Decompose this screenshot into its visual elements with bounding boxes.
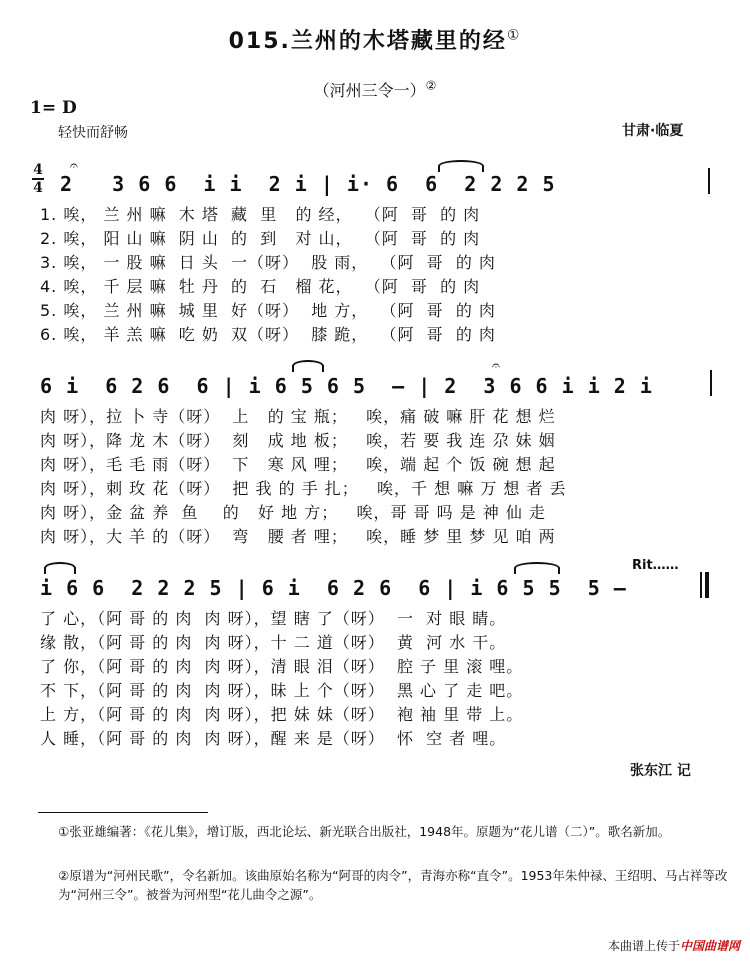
lyric-line: 4. 唉， 千 层 嘛 牡 丹 的 石 榴 花， （阿 哥 的 肉 [40,277,481,296]
lyric-line: 肉 呀），刺 玫 花（呀） 把 我 的 手 扎； 唉，千 想 嘛 万 想 者 丢 [40,479,567,498]
footnote-2: ②原谱为“河州民歌”，令名新加。该曲原始名称为“阿哥的肉令”，青海亦称“直令”。1953年朱仲禄、王绍明、马占祥等改为“河州三令”。被誉为河州型“花儿曲令之源”。 [58,868,728,902]
lyric-line: 3. 唉， 一 股 嘛 日 头 一（呀） 股 雨， （阿 哥 的 肉 [40,253,496,272]
final-barline-thin [700,572,702,598]
lyric-line: 2. 唉， 阳 山 嘛 阴 山 的 到 对 山， （阿 哥 的 肉 [40,229,481,248]
lyric-line: 肉 呀），大 羊 的（呀） 弯 腰 者 哩； 唉，睡 梦 里 梦 见 咱 两 [40,527,556,546]
lyric-line: 不 下，（阿 哥 的 肉 肉 呀），昧 上 个（呀） 黑 心 了 走 吧。 [40,681,524,700]
lyric-line: 肉 呀），毛 毛 雨（呀） 下 寒 风 哩； 唉，端 起 个 饭 碗 想 起 [40,455,556,474]
lyric-line: 肉 呀），金 盆 养 鱼 的 好 地 方； 唉，哥 哥 吗 是 神 仙 走 [40,503,546,522]
site-logo: 中国曲谱网 [679,939,740,953]
barline [708,168,710,194]
lyric-line: 肉 呀），降 龙 木（呀） 刻 成 地 板； 唉，若 要 我 连 尕 妹 姻 [40,431,556,450]
final-barline-thick [705,572,709,598]
lyric-line: 5. 唉， 兰 州 嘛 城 里 好（呀） 地 方， （阿 哥 的 肉 [40,301,496,320]
lyric-line: 上 方，（阿 哥 的 肉 肉 呀），把 妹 妹（呀） 袍 袖 里 带 上。 [40,705,524,724]
footnote-divider [38,812,208,813]
song-title: 015.兰州的木塔藏里的经① [228,27,522,54]
transcriber-credit: 张东江 记 [630,763,691,779]
slur-mark [438,160,484,172]
slur-mark [44,562,76,574]
lyric-line: 6. 唉， 羊 羔 嘛 吃 奶 双（呀） 膝 跪， （阿 哥 的 肉 [40,325,496,344]
watermark: 本曲谱上传于中国曲谱网 [607,939,740,953]
time-signature: 4 4 [33,162,43,196]
lyric-line: 肉 呀），拉 卜 寺（呀） 上 的 宝 瓶； 唉，痛 破 嘛 肝 花 想 烂 [40,407,556,426]
lyric-line: 缘 散，（阿 哥 的 肉 肉 呀），十 二 道（呀） 黄 河 水 干。 [40,633,507,652]
barline [710,370,712,396]
fermata-icon: 𝄐 [70,158,78,174]
region-label: 甘肃·临夏 [622,123,684,139]
key-signature: 1= D [30,98,77,118]
lyric-line: 了 心，（阿 哥 的 肉 肉 呀），望 瞎 了（呀） 一 对 眼 睛。 [40,609,507,628]
tempo-marking: 轻快而舒畅 [58,125,128,141]
slur-mark [292,360,324,372]
ritardando-mark: Rit…… [632,558,679,573]
notation-line: 2 3 6 6 i i 2 i | i· 6 6 2 2 2 5 [60,172,556,196]
lyric-line: 人 睡，（阿 哥 的 肉 肉 呀），醒 来 是（呀） 怀 空 者 哩。 [40,729,507,748]
footnote-1: ①张亚雄编著：《花儿集》，增订版，西北论坛、新光联合出版社，1948年。原题为“花儿谱（二）”。歌名新加。 [58,824,671,839]
fermata-icon: 𝄐 [492,358,500,374]
notation-line: 6 i 6 2 6 6 | i 6 5 6 5 – | 2 3 6 6 i i 2 i [40,374,653,398]
lyric-line: 了 你，（阿 哥 的 肉 肉 呀），清 眼 泪（呀） 腔 子 里 滚 哩。 [40,657,524,676]
lyric-line: 1. 唉， 兰 州 嘛 木 塔 藏 里 的 经， （阿 哥 的 肉 [40,205,481,224]
song-subtitle: （河州三令一）② [313,78,437,100]
slur-mark [514,562,560,574]
notation-line: i 6 6 2 2 2 5 | 6 i 6 2 6 6 | i 6 5 5 5 – [40,576,627,600]
